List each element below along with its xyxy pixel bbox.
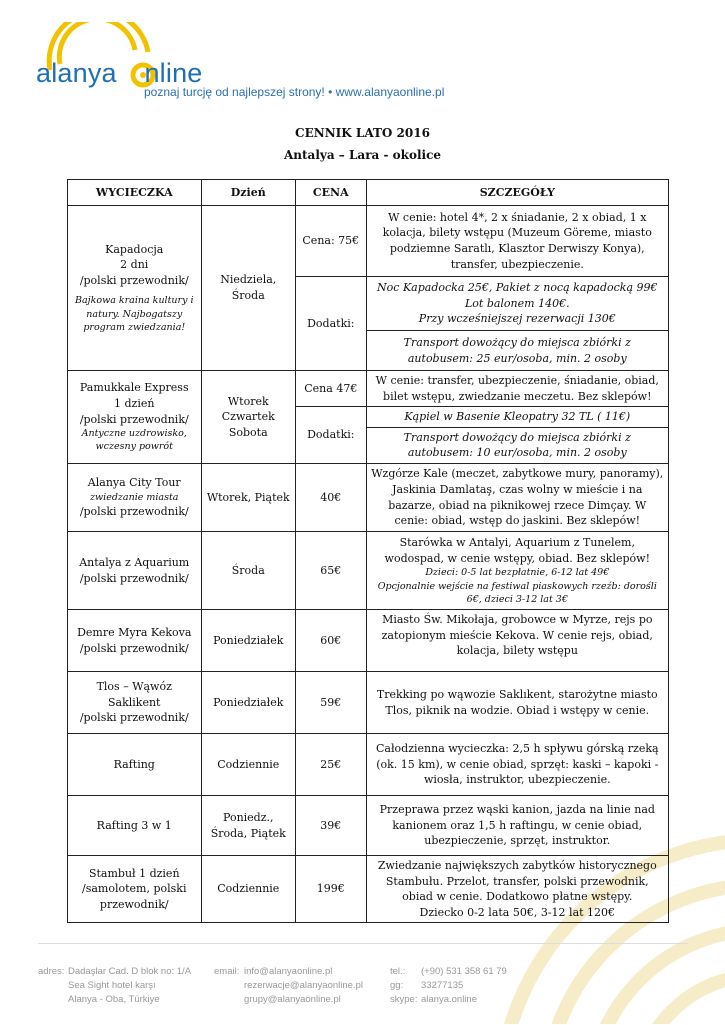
price-cell: Cena: 75€: [296, 206, 367, 277]
day-line: Czwartek: [221, 410, 275, 424]
day-line: Wtorek: [227, 394, 269, 408]
header-price: CENA: [296, 180, 367, 206]
excursion-duration: 2 dni: [120, 258, 149, 272]
day-cell: Poniedziałek: [201, 672, 296, 734]
details-transport-cell: Transport dowożący do miejsca zbiórki z autobusem: 25 eur/osoba, min. 2 osoby: [366, 331, 668, 371]
header-excursion: WYCIECZKA: [68, 180, 202, 206]
details-cell: Wzgórze Kale (meczet, zabytkowe mury, panoramy), Jaskinia Damlataş, czas wolny w mieście i na bazarze, obiad na piknikowej rzece Dimçay. W cenie: obiad, wstęp do jaskini. Bez sklepów!: [366, 464, 668, 532]
footer-skype: alanya.online: [421, 993, 477, 1005]
header-details: SZCZEGÓŁY: [366, 180, 668, 206]
excursion-duration: 1 dzień: [114, 396, 155, 410]
details-children: Dzieci: 0-5 lat bezpłatnie, 6-12 lat 49€: [425, 567, 610, 579]
excursion-name: Antalya z Aquarium: [79, 555, 190, 569]
footer-address: [68, 965, 191, 1006]
excursion-cell: [68, 610, 202, 672]
excursion-guide: /samolotem, polski przewodnik/: [82, 882, 187, 912]
logo-name-part2: nline: [144, 58, 203, 88]
day-cell: Środa: [201, 532, 296, 610]
price-cell: 25€: [296, 734, 367, 796]
table-row: [68, 796, 669, 856]
page-subtitle: Antalya – Lara - okolice: [283, 148, 442, 162]
table-row: [68, 610, 669, 672]
day-cell: Codziennie: [201, 734, 296, 796]
footer-address-label: adres:: [38, 966, 65, 977]
table-row: [68, 672, 669, 734]
footer-emails: [244, 965, 363, 1006]
excursion-note: zwiedzanie miasta: [90, 491, 179, 503]
details-cell: W cenie: hotel 4*, 2 x śniadanie, 2 x obiad, 1 x kolacja, bilety wstępu (Muzeum Göreme, miasto podziemne Saratlı, Klasztor Derwiszy Konya), transfer, ubezpieczenie.: [366, 206, 668, 277]
price-table: [67, 179, 669, 923]
details-cell: [366, 532, 668, 610]
details-cell: Trekking po wąwozie Saklıkent, starożytne miasto Tlos, piknik na wodzie. Obiad i wstępy w cenie.: [366, 672, 668, 734]
day-cell: Niedziela, Środa: [201, 206, 296, 371]
excursion-cell: [68, 371, 202, 464]
excursion-cell: [68, 856, 202, 923]
details-extras-cell: [366, 277, 668, 331]
logo-name-part1: alanya: [36, 58, 125, 88]
excursion-cell: Rafting: [68, 734, 202, 796]
footer-contact-values: [421, 965, 507, 1006]
excursion-name: Pamukkale Express: [79, 381, 189, 395]
excursion-guide: /polski przewodnik/: [79, 505, 189, 519]
excursion-guide: /polski przewodnik/: [79, 412, 189, 426]
footer-address-line: Dadaşlar Cad. D blok no: 1/A: [68, 966, 192, 977]
details-cell: Miasto Św. Mikołaja, grobowce w Myrze, rejs po zatopionym mieście Kekova. W cenie rejs, obiad, kolacja, bilety wstępu: [366, 610, 668, 672]
excursion-name: Alanya City Tour: [87, 476, 181, 490]
excursion-name: Tlos – Wąwóz Saklikent: [96, 680, 172, 709]
price-cell: Cena 47€: [296, 371, 367, 407]
header-day: Dzień: [201, 180, 296, 206]
excursion-name: Demre Myra Kekova: [77, 625, 192, 639]
table-row: [68, 206, 669, 277]
price-cell: 65€: [296, 532, 367, 610]
day-cell: Poniedziałek: [201, 610, 296, 672]
footer-skype-label: skype:: [390, 993, 418, 1005]
table-row: [68, 464, 669, 532]
price-cell: 59€: [296, 672, 367, 734]
excursion-cell: [68, 464, 202, 532]
details-cell: [366, 856, 668, 923]
page-title: CENNIK LATO 2016: [295, 126, 430, 140]
footer-gg: 33277135: [421, 979, 464, 991]
excursion-guide: /polski przewodnik/: [79, 273, 189, 287]
excursion-cell: [68, 672, 202, 734]
extras-line: Lot balonem 140€.: [464, 296, 570, 310]
excursion-note: Antyczne uzdrowisko, wczesny powrót: [81, 428, 187, 453]
price-cell: 199€: [296, 856, 367, 923]
price-cell: 39€: [296, 796, 367, 856]
excursion-note: Bajkowa kraina kultury i natury. Najbogatszy program zwiedzania!: [75, 295, 194, 334]
details-transport-cell: Transport dowożący do miejsca zbiórki z autobusem: 10 eur/osoba, min. 2 osoby: [366, 427, 668, 463]
details-cell: W cenie: transfer, ubezpieczenie, śniadanie, obiad, bilet wstępu, zwiedzanie meczetu. Bez sklepów!: [366, 371, 668, 407]
details-cell: Przeprawa przez wąski kanion, jazda na linie nad kanionem oraz 1,5 h raftingu, w cenie obiad, ubezpieczenie, sprzęt, instruktor.: [366, 796, 668, 856]
details-text: Zwiedzanie największych zabytków historycznego Stambułu. Przelot, transfer, polski przewodnik, obiad w cenie. Dodatkowo płatne wstępy.: [377, 859, 657, 904]
footer-address-line: Alanya - Oba, Türkiye: [68, 993, 160, 1005]
footer-divider: [38, 943, 688, 944]
extras-line: Noc Kapadocka 25€, Pakiet z nocą kapadocką 99€: [377, 281, 658, 295]
excursion-cell: Rafting 3 w 1: [68, 796, 202, 856]
excursion-name: Stambuł 1 dzień: [88, 866, 180, 880]
details-extras-cell: Kąpiel w Basenie Kleopatry 32 TL ( 11€): [366, 407, 668, 428]
price-cell: 60€: [296, 610, 367, 672]
excursion-guide: /polski przewodnik/: [79, 711, 189, 725]
table-row: [68, 734, 669, 796]
footer-email-link[interactable]: rezerwacje@alanyaonline.pl: [244, 979, 363, 991]
day-cell: Codziennie: [201, 856, 296, 923]
logo-tagline: poznaj turcję od najlepszej strony! • www.alanyaonline.pl: [144, 85, 445, 99]
footer-gg-label: gg:: [390, 979, 404, 991]
footer-tel-label: tel.:: [390, 966, 406, 977]
day-line: Sobota: [228, 425, 268, 439]
table-row: [68, 532, 669, 610]
day-cell: Poniedz., Środa, Piątek: [201, 796, 296, 856]
table-row: [68, 371, 669, 407]
day-cell: [201, 371, 296, 464]
details-cell: Całodzienna wycieczka: 2,5 h spływu górską rzeką (ok. 15 km), w cenie obiad, sprzęt: kaski – kapoki - wiosła, instruktor, ubezpieczenie.: [366, 734, 668, 796]
details-children: Dziecko 0-2 lata 50€, 3-12 lat 120€: [419, 905, 616, 919]
day-cell: Wtorek, Piątek: [201, 464, 296, 532]
footer-email-label: email:: [214, 966, 240, 977]
excursion-guide: /polski przewodnik/: [79, 641, 189, 655]
excursion-cell: [68, 532, 202, 610]
table-row: [68, 856, 669, 923]
footer-tel: (+90) 531 358 61 79: [421, 966, 507, 977]
excursion-name: Kapadocja: [105, 242, 164, 256]
footer-contact-labels: [390, 965, 417, 1006]
excursion-guide: /polski przewodnik/: [79, 571, 189, 585]
details-text: Starówka w Antalyi, Aquarium z Tunelem, wodospad, w cenie wstępy, obiad. Bez sklepów!: [384, 535, 650, 565]
price-extras-cell: Dodatki:: [296, 407, 367, 464]
footer-address-line: Sea Sight hotel karşı: [68, 979, 156, 991]
price-cell: 40€: [296, 464, 367, 532]
extras-line: Przy wcześniejszej rezerwacji 130€: [418, 312, 616, 326]
footer-email-link[interactable]: grupy@alanyaonline.pl: [244, 993, 341, 1005]
table-header-row: [68, 180, 669, 206]
excursion-cell: [68, 206, 202, 371]
price-extras-cell: Dodatki:: [296, 277, 367, 371]
details-optional: Opcjonalnie wejście na festiwal piaskowych rzeźb: dorośli 6€, dzieci 3-12 lat 3€: [377, 580, 657, 605]
footer-email-link[interactable]: info@alanyaonline.pl: [244, 966, 333, 977]
footer: [0, 965, 725, 1025]
